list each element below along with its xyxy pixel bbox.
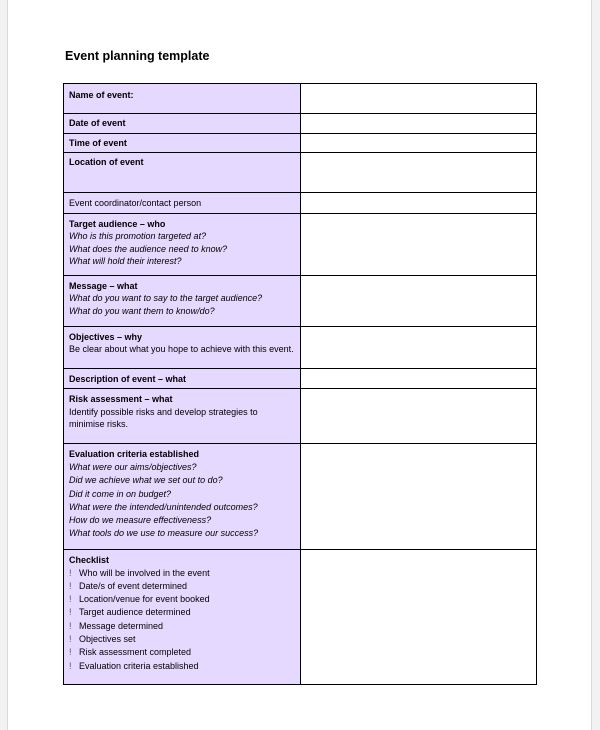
field-location-of-event[interactable] [301,153,537,193]
row-risk-assessment [64,389,537,444]
label-risk-assessment [64,389,301,444]
label-name-of-event [64,84,301,114]
row-location-of-event [64,153,537,193]
prompt-line: Did it come in on budget? [69,488,172,499]
field-name-of-event[interactable] [301,84,537,114]
checkbox-marker-icon: ! [69,660,72,671]
field-message[interactable] [301,275,537,326]
checklist-item-label: Risk assessment completed [79,647,192,658]
field-event-coordinator[interactable] [301,193,537,214]
row-date-of-event [64,114,537,134]
checklist-item-label: Objectives set [79,633,136,644]
prompt-line: What were the intended/unintended outcomes? [69,501,258,512]
prompt-line: How do we measure effectiveness? [69,515,212,526]
row-event-coordinator [64,193,537,214]
checklist-item-label: Who will be involved in the event [79,567,210,578]
checkbox-marker-icon: ! [69,567,72,578]
label-location-of-event [64,153,301,193]
checkbox-marker-icon: ! [69,620,72,631]
row-message [64,275,537,326]
checkbox-marker-icon: ! [69,594,72,605]
prompt-line: What do you want them to know/do? [69,305,215,316]
label-message [64,275,301,326]
label-description [64,368,301,389]
label-time-of-event [64,133,301,153]
label-checklist [64,550,301,685]
row-objectives [64,326,537,368]
row-time-of-event [64,133,537,153]
label-text: Time of event [69,137,127,148]
row-checklist [64,550,537,685]
label-heading: Target audience – who [69,218,166,229]
document-title: Event planning template [65,49,210,63]
checklist-item-label: Location/venue for event booked [79,594,210,605]
prompt-text: Be clear about what you hope to achieve with this event. [69,344,294,354]
field-risk-assessment[interactable] [301,389,537,444]
checklist-item-label: Message determined [79,620,164,631]
prompt-line: What will hold their interest? [69,256,182,266]
prompt-line: Did we achieve what we set out to do? [69,475,223,486]
prompt-line: Who is this promotion targeted at? [69,231,207,241]
checkbox-marker-icon: ! [69,633,72,644]
checklist-item [69,633,295,646]
prompt-line: What tools do we use to measure our success? [69,528,259,539]
label-target-audience [64,213,301,275]
label-text: Date of event [69,118,126,128]
document-page [7,0,592,730]
label-heading: Risk assessment – what [69,394,173,404]
label-text: Location of event [69,157,144,167]
label-heading: Checklist [69,555,110,565]
label-text: Event coordinator/contact person [69,198,202,208]
checklist-item-label: Date/s of event determined [79,580,188,591]
label-evaluation-criteria [64,444,301,550]
field-target-audience[interactable] [301,213,537,275]
checklist-item-label: Target audience determined [79,607,191,618]
row-name-of-event [64,84,537,114]
label-event-coordinator [64,193,301,214]
label-text: Name of event: [69,90,134,100]
field-evaluation-criteria[interactable] [301,444,537,550]
row-evaluation-criteria [64,444,537,550]
label-heading: Objectives – why [69,331,143,342]
prompt-line: What were our aims/objectives? [69,462,197,473]
checklist-item [69,646,295,659]
checkbox-marker-icon: ! [69,580,72,591]
field-description[interactable] [301,368,537,389]
row-description [64,368,537,389]
checklist-item [69,593,295,606]
checklist-item [69,620,295,633]
event-planning-table [63,83,537,685]
row-target-audience [64,213,537,275]
label-heading: Evaluation criteria established [69,449,200,459]
prompt-line: What does the audience need to know? [69,243,228,254]
checklist-item [69,567,295,580]
prompt-line: What do you want to say to the target audience? [69,293,263,303]
field-objectives[interactable] [301,326,537,368]
checklist-item [69,580,295,593]
checkbox-marker-icon: ! [69,607,72,618]
label-date-of-event [64,114,301,134]
checklist-item [69,606,295,619]
field-date-of-event[interactable] [301,114,537,134]
prompt-text: Identify possible risks and develop strategies to minimise risks. [69,406,258,429]
checklist-item [69,660,295,673]
field-time-of-event[interactable] [301,133,537,153]
label-heading: Message – what [69,280,138,291]
field-checklist[interactable] [301,550,537,685]
checklist-item-label: Evaluation criteria established [79,660,199,671]
label-objectives [64,326,301,368]
checkbox-marker-icon: ! [69,647,72,658]
label-text: Description of event – what [69,373,187,384]
